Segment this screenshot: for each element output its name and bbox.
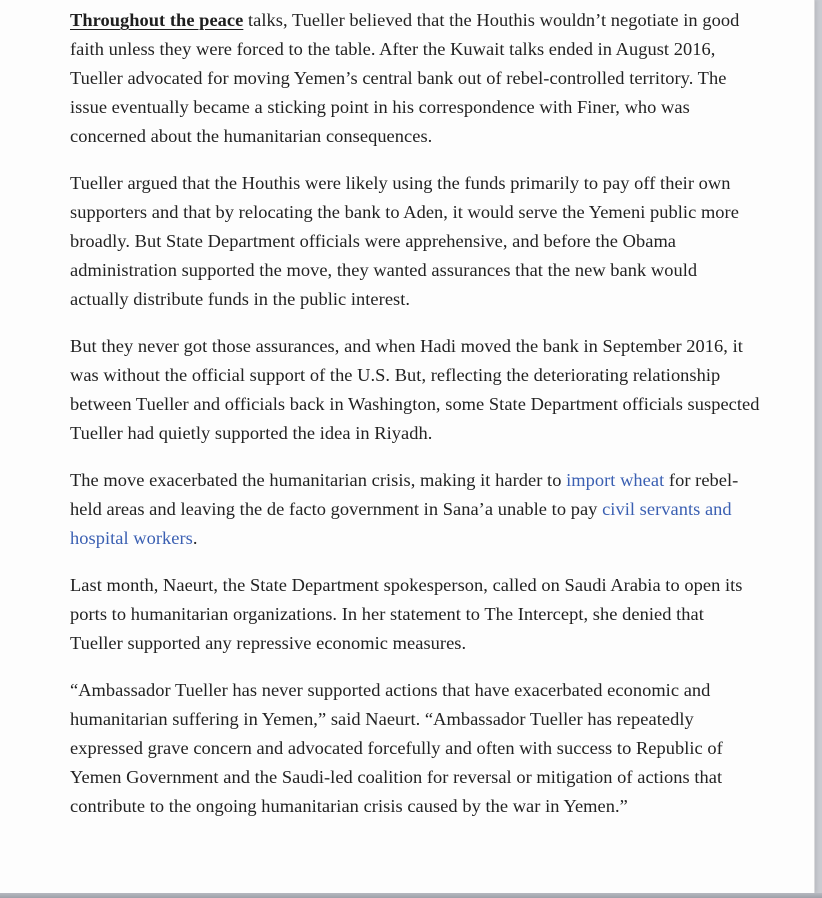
- paragraph-4-text-before: The move exacerbated the humanitarian crisis, making it harder to: [70, 470, 567, 490]
- paragraph-2: [70, 169, 760, 314]
- lead-link-throughout-the-peace[interactable]: Throughout the peace: [70, 10, 244, 30]
- import-wheat-link[interactable]: import wheat: [566, 470, 665, 490]
- article-body: [70, 6, 760, 839]
- civil-servants-link[interactable]: civil servants and hospital workers: [70, 499, 732, 548]
- paragraph-6-quote: [70, 676, 760, 821]
- paragraph-1-text: talks, Tueller believed that the Houthis wouldn’t negotiate in good faith unless they were forced to the table. After the Kuwait talks ended in August 2016, Tueller advocated for moving Yemen’s central bank out of rebel-controlled territory. The issue eventually became a sticking point in his correspondence with Finer, who was concerned about the humanitarian consequences.: [70, 10, 740, 146]
- paragraph-4: [70, 466, 760, 553]
- paragraph-2-text: Tueller argued that the Houthis were likely using the funds primarily to pay off their own supporters and that by relocating the bank to Aden, it would serve the Yemeni public more broadly. But State Department officials were apprehensive, and before the Obama administration supported the move, they wanted assurances that the new bank would actually distribute funds in the public interest.: [70, 173, 739, 309]
- paragraph-1: [70, 6, 760, 151]
- paragraph-4-text-after: .: [192, 528, 198, 548]
- paragraph-6-text: “Ambassador Tueller has never supported actions that have exacerbated economic and humanitarian suffering in Yemen,” said Naeurt. “Ambassador Tueller has repeatedly expressed grave concern and advocated forcefully and often with success to Republic of Yemen Government and the Saudi-led coalition for reversal or mitigation of actions that contribute to the ongoing humanitarian crisis caused by the war in Yemen.”: [70, 680, 723, 816]
- bottom-edge-shadow: [0, 893, 822, 898]
- paragraph-3-text: But they never got those assurances, and when Hadi moved the bank in September 2016, it was without the official support of the U.S. But, reflecting the deteriorating relationship between Tueller and officials back in Washington, some State Department officials suspected Tueller had quietly supported the idea in Riyadh.: [70, 336, 760, 443]
- paragraph-5: [70, 571, 760, 658]
- paragraph-3: [70, 332, 760, 448]
- paragraph-5-text: Last month, Naeurt, the State Department spokesperson, called on Saudi Arabia to open its ports to humanitarian organizations. In her statement to The Intercept, she denied that Tueller supported any repressive economic measures.: [70, 575, 743, 653]
- paragraph-4-text-middle: for rebel-held areas and leaving the de facto government in Sana’a unable to pay: [70, 470, 739, 519]
